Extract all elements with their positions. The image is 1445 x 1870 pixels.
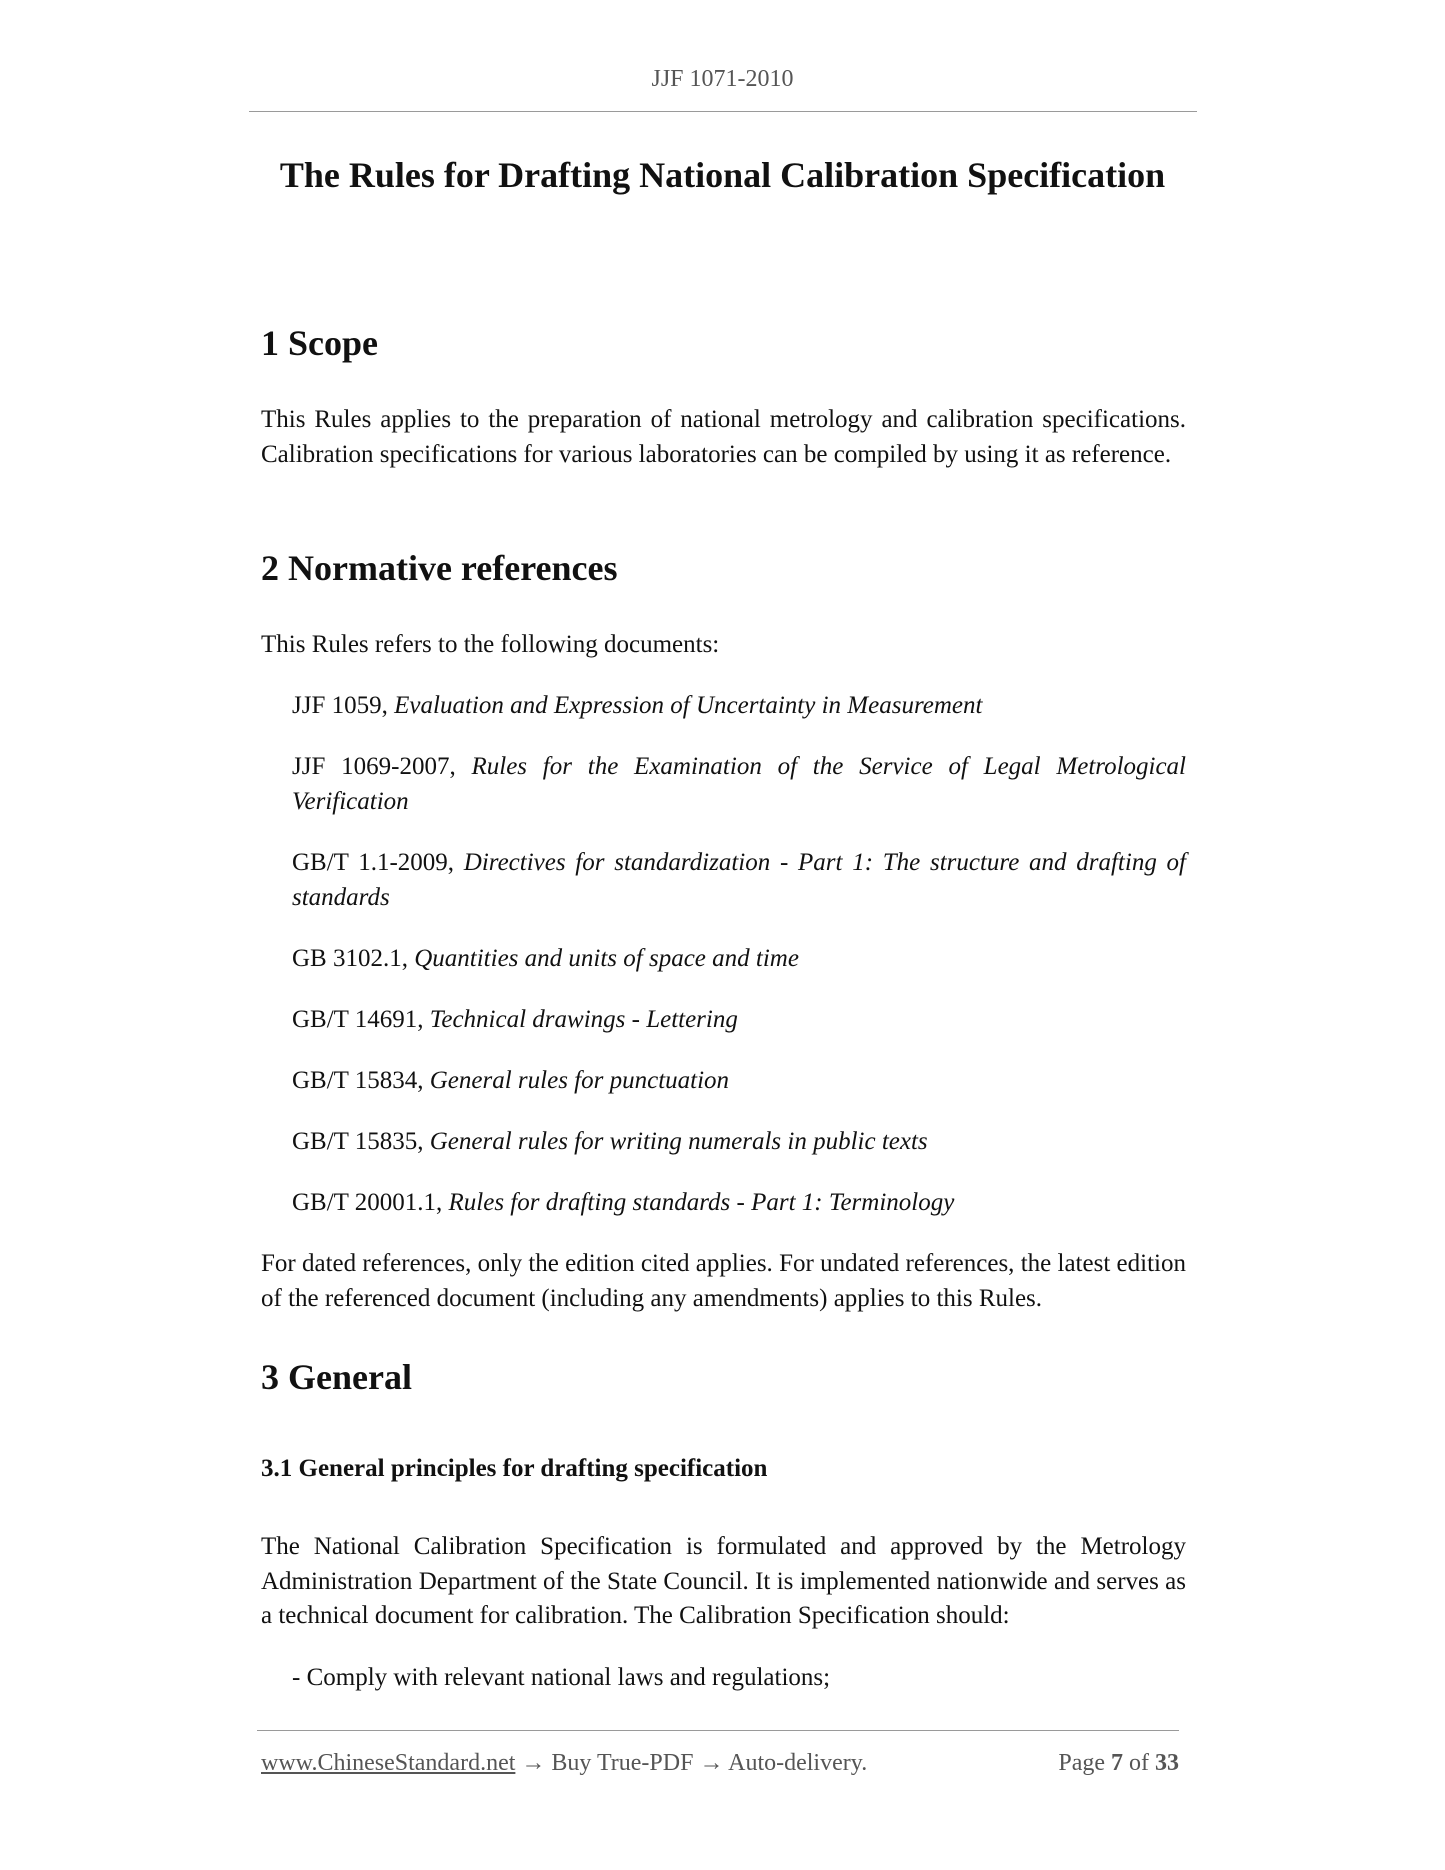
section-heading-normative: 2 Normative references <box>261 548 618 588</box>
reference-code: GB/T 1.1-2009, <box>292 849 464 876</box>
header-divider <box>249 111 1197 112</box>
footer-site-link[interactable]: www.ChineseStandard.net <box>261 1750 516 1776</box>
page-total: 33 <box>1155 1750 1179 1776</box>
general-paragraph: The National Calibration Specification is formulated and approved by the Metrology Administration Department of the State Council. It is implemented nationwide and serves as a technical document for calibration. The Calibration Specification should: <box>261 1533 1186 1629</box>
reference-code: GB/T 15835, <box>292 1128 430 1155</box>
footer-tagline: → Buy True-PDF → Auto-delivery. <box>515 1750 868 1776</box>
reference-title: Rules for drafting standards - Part 1: Terminology <box>448 1189 955 1216</box>
reference-code: GB/T 20001.1, <box>292 1189 449 1216</box>
reference-item <box>292 846 1186 915</box>
reference-item <box>292 1064 1186 1099</box>
reference-title: Directives for standardization - Part 1: The structure and drafting of standards <box>292 849 1186 911</box>
document-title: The Rules for Drafting National Calibration Specification <box>279 155 1166 195</box>
normative-outro: For dated references, only the edition cited applies. For undated references, the latest edition of the referenced document (including any amendments) applies to this Rules. <box>261 1250 1186 1312</box>
reference-title: Technical drawings - Lettering <box>429 1006 738 1033</box>
page-number: 7 <box>1111 1750 1123 1776</box>
reference-item <box>292 1003 1186 1038</box>
header-code: JJF 1071-2010 <box>651 66 794 92</box>
general-bullet: - Comply with relevant national laws and regulations; <box>292 1664 831 1691</box>
reference-title: Evaluation and Expression of Uncertainty in Measurement <box>394 692 983 719</box>
reference-code: GB 3102.1, <box>292 945 415 972</box>
section-heading-scope: 1 Scope <box>261 323 378 363</box>
reference-title: Quantities and units of space and time <box>414 945 799 972</box>
footer-divider <box>257 1730 1179 1731</box>
reference-code: JJF 1059, <box>292 692 395 719</box>
page-indicator <box>1058 1750 1179 1777</box>
reference-item <box>292 1186 1186 1221</box>
reference-code: GB/T 15834, <box>292 1067 430 1094</box>
reference-title: General rules for writing numerals in public texts <box>429 1128 928 1155</box>
reference-item <box>292 689 1186 724</box>
reference-title: General rules for punctuation <box>429 1067 730 1094</box>
reference-item <box>292 750 1186 819</box>
reference-item <box>292 1125 1186 1160</box>
scope-paragraph: This Rules applies to the preparation of national metrology and calibration specifications. Calibration specifications for various laboratories can be compiled by using it as reference. <box>261 406 1186 468</box>
of-label: of <box>1123 1750 1155 1776</box>
reference-title: Rules for the Examination of the Service of Legal Metrological Verification <box>292 753 1186 815</box>
reference-code: JJF 1069-2007, <box>292 753 472 780</box>
normative-intro: This Rules refers to the following documents: <box>261 631 720 658</box>
reference-item <box>292 942 1186 977</box>
page-footer <box>261 1750 1179 1777</box>
section-heading-general: 3 General <box>261 1357 412 1397</box>
reference-code: GB/T 14691, <box>292 1006 430 1033</box>
subsection-heading-3-1: 3.1 General principles for drafting specification <box>261 1455 768 1482</box>
page-label: Page <box>1058 1750 1111 1776</box>
